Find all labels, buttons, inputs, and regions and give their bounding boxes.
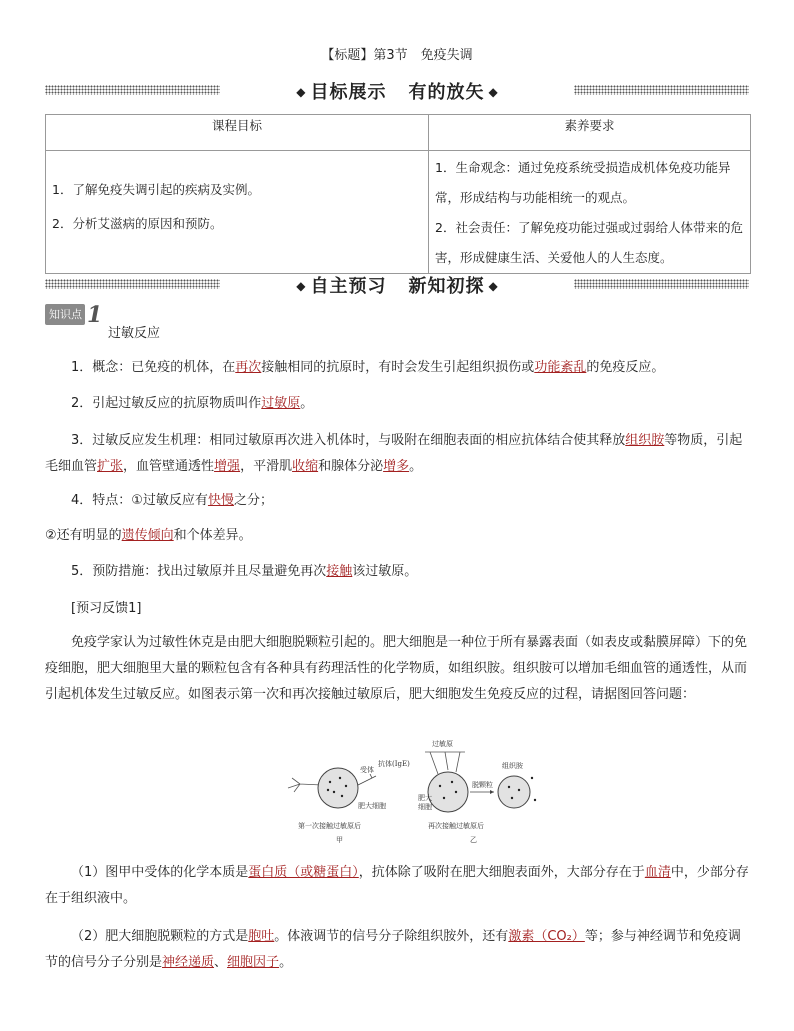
requirement-item: 1．生命观念：通过免疫系统受损造成机体免疫功能异常，形成结构与功能相统一的观点。 bbox=[435, 160, 731, 205]
goals-cell bbox=[46, 151, 429, 274]
answer-blank: 细胞因子 bbox=[227, 955, 280, 970]
answer-blank: 过敏原 bbox=[261, 396, 301, 411]
page-title: 【标题】第3节 免疫失调 bbox=[321, 48, 473, 63]
dotted-rule bbox=[45, 85, 220, 95]
answer-blank: 血清 bbox=[644, 865, 671, 880]
knowledge-point-number: 1 bbox=[87, 302, 103, 328]
item-features-2: ②还有明显的遗传倾向和个体差异。 bbox=[45, 528, 252, 543]
goals-table bbox=[45, 114, 751, 274]
table-header-requirements: 素养要求 bbox=[429, 115, 751, 151]
section-title-a: 目标展示 bbox=[310, 82, 387, 103]
section-title-b: 有的放矢 bbox=[408, 82, 485, 103]
label-mast-a: 肥大 bbox=[418, 794, 432, 802]
label-histamine: 组织胺 bbox=[502, 762, 523, 770]
label-jia: 甲 bbox=[336, 836, 343, 844]
dotted-rule bbox=[45, 279, 220, 289]
label-receptor: 受体 bbox=[360, 766, 374, 774]
dotted-rule bbox=[574, 85, 749, 95]
mast-cell-figure bbox=[280, 740, 540, 850]
answer-blank: 再次 bbox=[235, 360, 262, 375]
feedback-label: [预习反馈1] bbox=[71, 601, 142, 616]
label-mast-b: 细胞 bbox=[418, 803, 432, 811]
mast-cell-2 bbox=[428, 772, 468, 812]
answer-blank: 接触 bbox=[326, 564, 353, 579]
knowledge-point-header bbox=[45, 302, 161, 341]
answer-blank: 胞吐 bbox=[248, 929, 275, 944]
answer-blank: 蛋白质（或糖蛋白） bbox=[248, 865, 359, 880]
mast-cell-1 bbox=[318, 768, 358, 808]
intro-paragraph: 免疫学家认为过敏性休克是由肥大细胞脱颗粒引起的。肥大细胞是一种位于所有暴露表面（如表皮或黏膜屏障）下的免疫细胞，肥大细胞里大量的颗粒包含有各种具有药理活性的化学物质，如组织胺。组织胺可以增加毛细血管的通透性，从而引起机体发生过敏反应。如图表示第一次和再次接触过敏原后，肥大细胞发生免疫反应的过程，请据图回答问题： bbox=[45, 635, 748, 702]
dotted-rule bbox=[574, 279, 749, 289]
answer-blank: 扩张 bbox=[97, 459, 124, 474]
label-degranulation: 脱颗粒 bbox=[472, 781, 493, 789]
caption-first-contact: 第一次接触过敏原后 bbox=[298, 822, 361, 830]
item-mechanism: 3．过敏反应发生机理：相同过敏原再次进入机体时，与吸附在细胞表面的相应抗体结合使其释放组织胺等物质，引起毛细血管扩张，血管壁通透性增强，平滑肌收缩和腺体分泌增多。 bbox=[45, 433, 743, 474]
requirement-item: 2．社会责任：了解免疫功能过强或过弱给人体带来的危害，形成健康生活、关爱他人的人生态度。 bbox=[435, 220, 743, 265]
knowledge-point-label: 过敏反应 bbox=[108, 326, 161, 341]
section-title-b: 新知初探 bbox=[408, 276, 485, 297]
table-header-goals: 课程目标 bbox=[46, 115, 429, 151]
answer-blank: 遗传倾向 bbox=[121, 528, 174, 543]
question-2: （2）肥大细胞脱颗粒的方式是胞吐。体液调节的信号分子除组织胺外，还有激素（CO₂）等；参与神经调节和免疫调节的信号分子分别是神经递质、细胞因子。 bbox=[45, 929, 741, 970]
answer-blank: 增强 bbox=[214, 459, 241, 474]
requirements-cell bbox=[429, 151, 751, 274]
diamond-icon: ◆ bbox=[296, 85, 307, 99]
knowledge-point-badge: 知识点 bbox=[45, 304, 85, 325]
item-features: 4．特点：①过敏反应有快慢之分； bbox=[71, 493, 273, 508]
section-bar-goals bbox=[45, 78, 749, 104]
mast-cell-3 bbox=[498, 776, 530, 808]
allergen-lines bbox=[425, 752, 465, 774]
label-allergen: 过敏原 bbox=[432, 740, 453, 748]
label-antibody: 抗体(IgE) bbox=[378, 760, 410, 768]
item-prevention: 5．预防措施：找出过敏原并且尽量避免再次接触该过敏原。 bbox=[71, 564, 418, 579]
antibody-shape bbox=[358, 774, 376, 785]
answer-blank: 快慢 bbox=[207, 493, 234, 508]
label-mast-cell: 肥大细胞 bbox=[358, 802, 386, 810]
answer-blank: 激素（CO₂） bbox=[508, 929, 585, 944]
answer-blank: 收缩 bbox=[292, 459, 319, 474]
label-yi: 乙 bbox=[470, 836, 477, 844]
caption-second-contact: 再次接触过敏原后 bbox=[428, 822, 484, 830]
goal-item: 1．了解免疫失调引起的疾病及实例。 bbox=[52, 182, 260, 197]
item-concept: 1．概念：已免疫的机体，在再次接触相同的抗原时，有时会发生引起组织损伤或功能紊乱的免疫反应。 bbox=[71, 360, 665, 375]
diamond-icon: ◆ bbox=[488, 85, 499, 99]
diamond-icon: ◆ bbox=[296, 279, 307, 293]
diamond-icon: ◆ bbox=[488, 279, 499, 293]
answer-blank: 功能紊乱 bbox=[534, 360, 587, 375]
goal-item: 2．分析艾滋病的原因和预防。 bbox=[52, 216, 223, 231]
section-bar-preview bbox=[45, 272, 749, 298]
section-title-a: 自主预习 bbox=[310, 276, 387, 297]
question-1: （1）图甲中受体的化学本质是蛋白质（或糖蛋白），抗体除了吸附在肥大细胞表面外，大部分存在于血清中，少部分存在于组织液中。 bbox=[45, 865, 749, 906]
answer-blank: 增多 bbox=[383, 459, 410, 474]
nerve-ending bbox=[288, 778, 322, 792]
item-allergen: 2．引起过敏反应的抗原物质叫作过敏原。 bbox=[71, 396, 314, 411]
answer-blank: 神经递质 bbox=[162, 955, 215, 970]
answer-blank: 组织胺 bbox=[625, 433, 665, 448]
